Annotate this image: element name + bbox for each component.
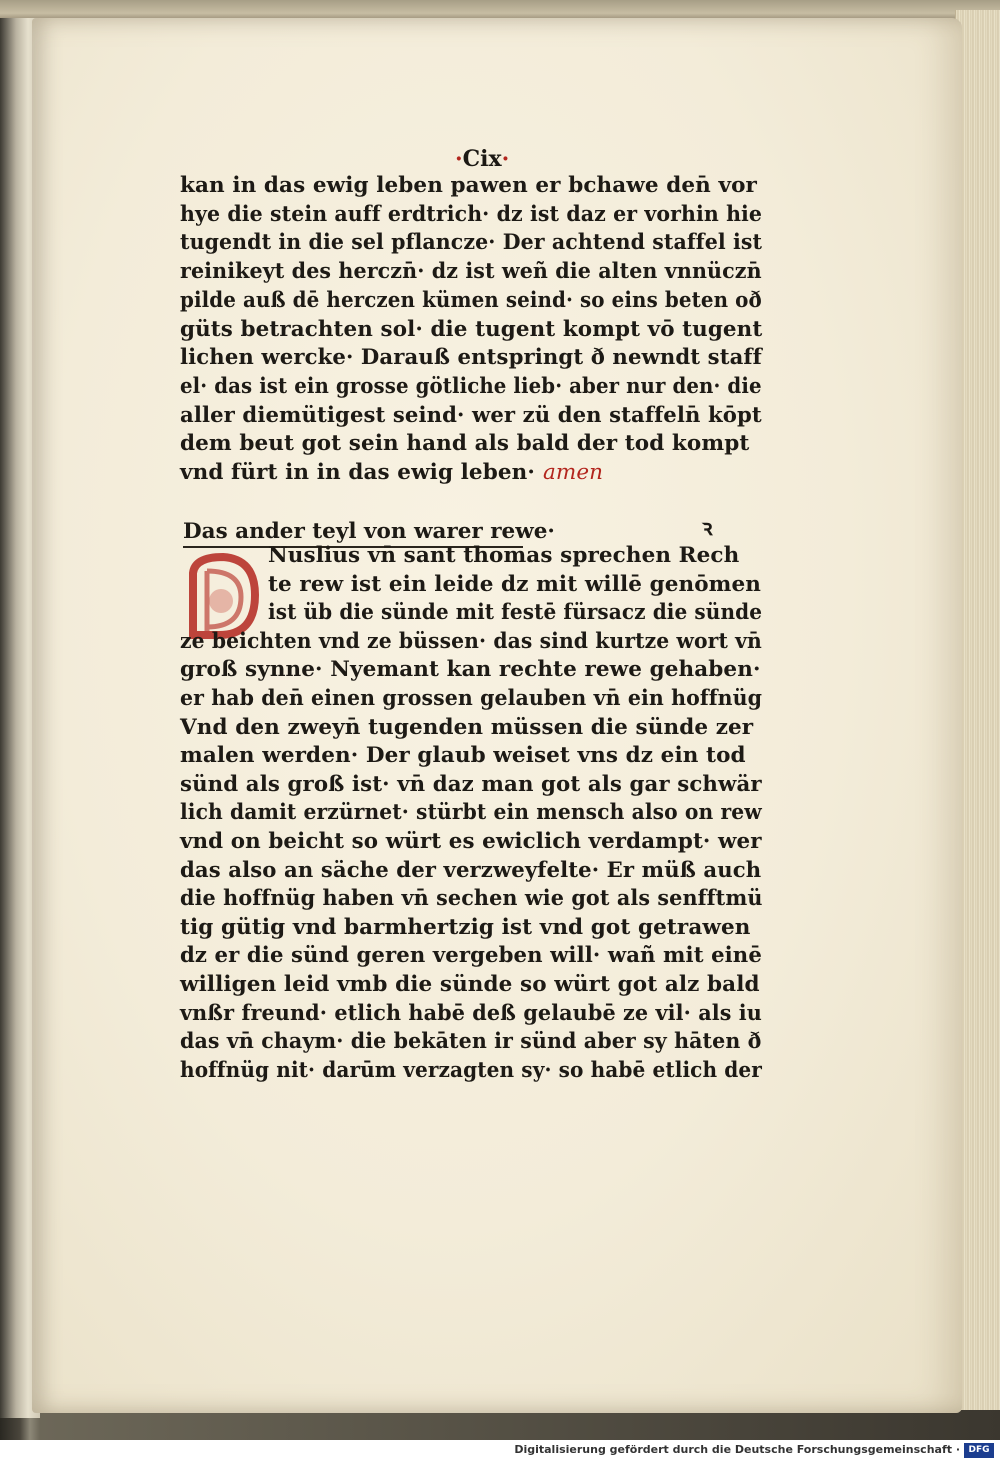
dfg-logo: DFG (964, 1443, 994, 1458)
text-line: lich damit erzürnet· stürbt ein mensch also on rew (180, 800, 762, 826)
decorated-initial (183, 553, 263, 639)
text-line: pilde auß dē herczen kümen seind· so eins beten oð (180, 287, 762, 313)
text-line: groß synne· Nyemant kan rechte rewe gehaben· (180, 657, 761, 683)
text-line: die hoffnüg haben vn̄ sechen wie got als senfftmü (180, 886, 763, 912)
rubric-dot: · (501, 146, 510, 172)
bleed-through (520, 470, 820, 510)
text-line: hye die stein auff erdtrich· dz ist daz er vorhin hie (180, 201, 763, 227)
text-line: ze beichten vnd ze büssen· das sind kurtze wort vn̄ (180, 628, 762, 654)
footer-credit: Digitalisierung gefördert durch die Deutsche Forschungsgemeinschaft · (514, 1443, 960, 1456)
text-line: dz er die sünd geren vergeben will· wañ mit einē (180, 943, 762, 969)
paragraph-mark: ꝛ (702, 515, 713, 541)
text-line: er hab den̄ einen grossen gelauben vn̄ ein hoffnüg (180, 686, 763, 711)
text-line: aller diemütigest seind· wer zü den staffeln̄ kōpt (180, 402, 762, 428)
text-line: tugendt in die sel pflancze· Der achtend staffel ist (180, 230, 763, 256)
text-line: el· das ist ein grosse götliche lieb· aber nur den· die (180, 373, 762, 399)
text-line: te rew ist ein leide dz mit willē genōmen (268, 571, 762, 597)
section-heading: Das ander teyl von warer rewe· (183, 519, 555, 544)
text-line: vnd fürt in in das ewig leben· (180, 460, 535, 485)
text-line: güts betrachten sol· die tugent kompt vō tugent (180, 316, 763, 342)
rubric-dot: · (455, 146, 463, 172)
text-line: willigen leid vmb die sünde so würt got alz bald (180, 972, 760, 997)
text-line: kan in das ewig leben pawen er bchawe den̄ vor (180, 173, 757, 198)
text-line: das also an säche der verzweyfelte· Er müß auch (180, 857, 762, 883)
text-line: malen werden· Der glaub weiset vns dz ein tod (180, 743, 746, 769)
text-line: vnd on beicht so würt es ewiclich verdampt· wer (180, 829, 762, 854)
text-line: das vn̄ chaym· die bekāten ir sünd aber sy hāten ð (180, 1029, 762, 1055)
amen-rubric: amen (542, 460, 604, 485)
text-line: sünd als groß ist· vn̄ daz man got als gar schwär (180, 771, 762, 797)
folio-text: Cix (462, 146, 502, 172)
text-line: Vnd den zweyn̄ tugenden müssen die sünde zer (180, 714, 754, 740)
text-line: lichen wercke· Darauß entspringt ð newndt staff (180, 345, 762, 371)
text-line: vnßr freund· etlich habē deß gelaubē ze vil· als iu (180, 1000, 762, 1026)
text-line: reinikeyt des herczn̄· dz ist weñ die alten vnnüczn̄ (180, 259, 762, 285)
text-line: hoffnüg nit· darūm verzagten sy· so habē etlich der (180, 1057, 762, 1083)
text-line: Nuslius vn̄ sant thomas sprechen Rech (268, 543, 740, 568)
text-line: ist üb die sünde mit festē fürsacz die sünde (268, 600, 763, 626)
footer-bar (0, 1440, 1000, 1462)
text-line: dem beut got sein hand als bald der tod kompt (180, 431, 750, 457)
text-line: tig gütig vnd barmhertzig ist vnd got getrawen (180, 914, 751, 940)
